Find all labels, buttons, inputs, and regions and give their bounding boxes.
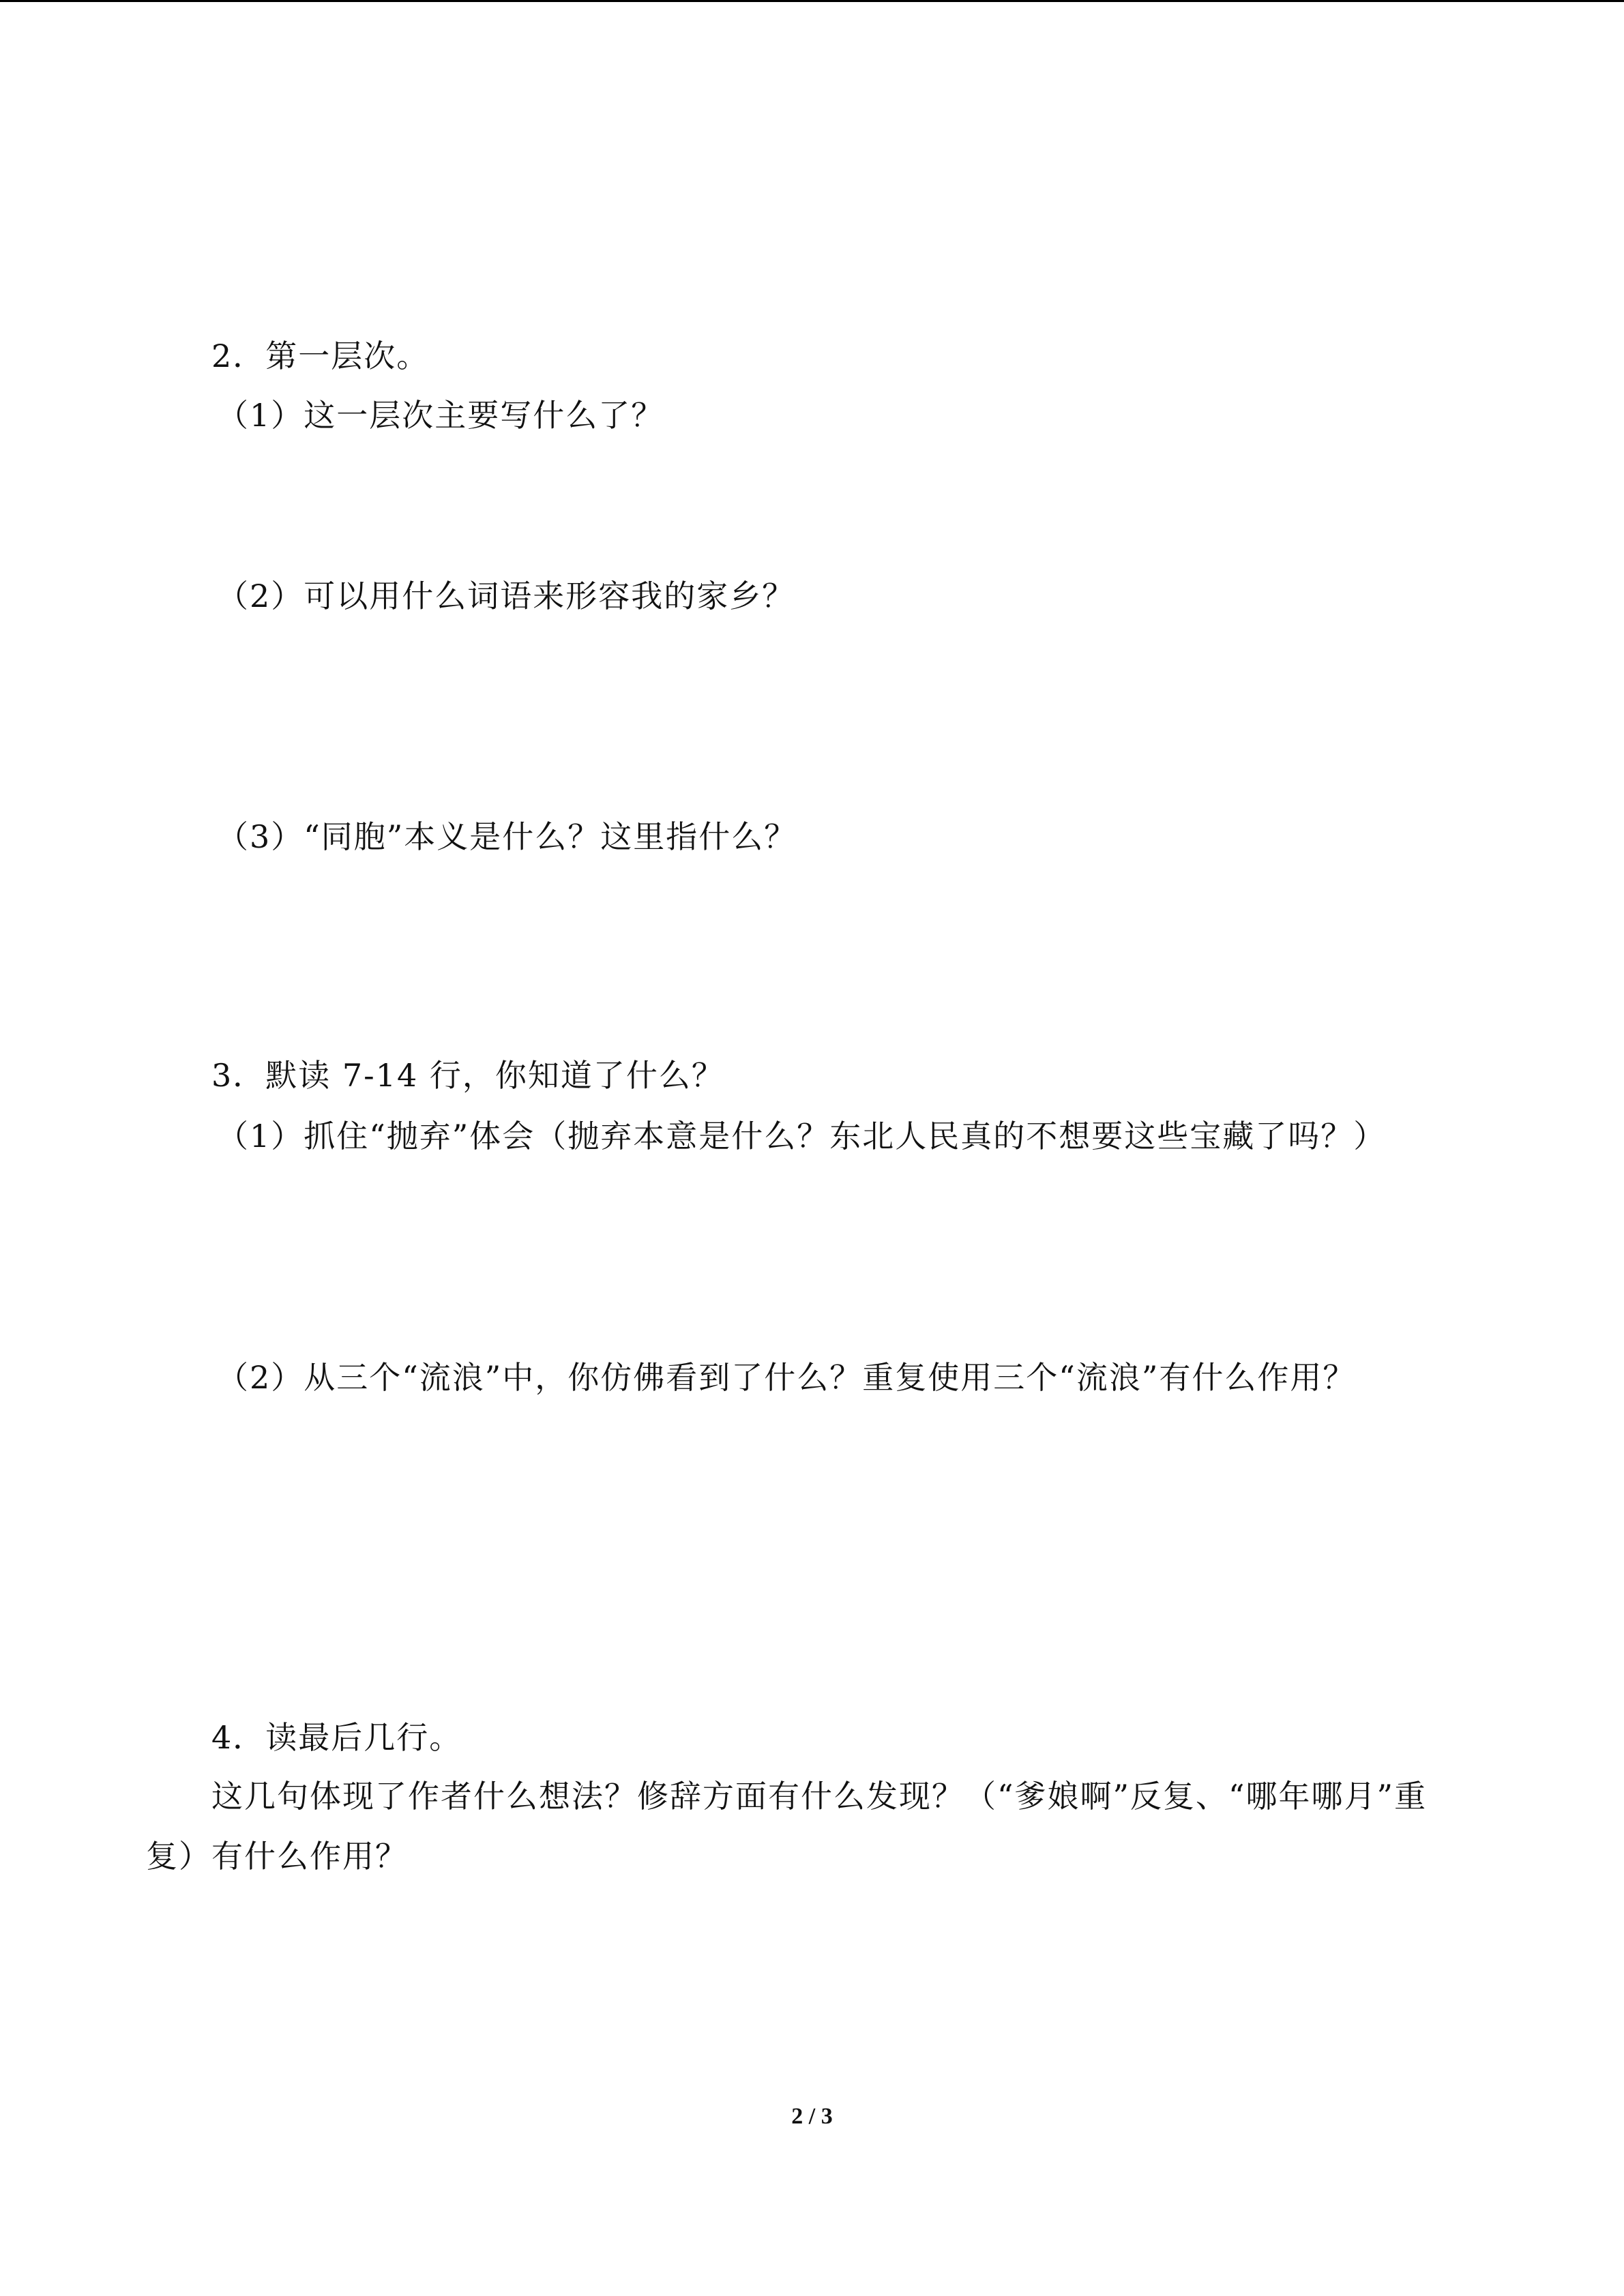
section-3-heading: 3．默读 7-14 行，你知道了什么？ — [211, 1057, 724, 1094]
section-3-question-2: （2）从三个“流浪”中，你仿佛看到了什么？重复使用三个“流浪”有什么作用？ — [217, 1359, 1356, 1396]
top-border-line — [0, 0, 1624, 2]
section-4-body-line-1: 这几句体现了作者什么想法？修辞方面有什么发现？（“爹娘啊”反复、“哪年哪月”重 — [211, 1778, 1428, 1815]
section-4-heading: 4．读最后几行。 — [211, 1719, 462, 1756]
section-2-heading: 2．第一层次。 — [211, 338, 430, 374]
section-2-question-2: （2）可以用什么词语来形容我的家乡？ — [217, 578, 795, 614]
section-2-question-3: （3）“同胞”本义是什么？这里指什么？ — [217, 818, 797, 855]
section-2-question-1: （1）这一层次主要写什么了？ — [217, 397, 664, 434]
section-4-body-line-2: 复）有什么作用？ — [146, 1838, 408, 1875]
page-number: 2 / 3 — [791, 2104, 833, 2129]
section-3-question-1: （1）抓住“抛弃”体会（抛弃本意是什么？东北人民真的不想要这些宝藏了吗？） — [217, 1118, 1387, 1154]
